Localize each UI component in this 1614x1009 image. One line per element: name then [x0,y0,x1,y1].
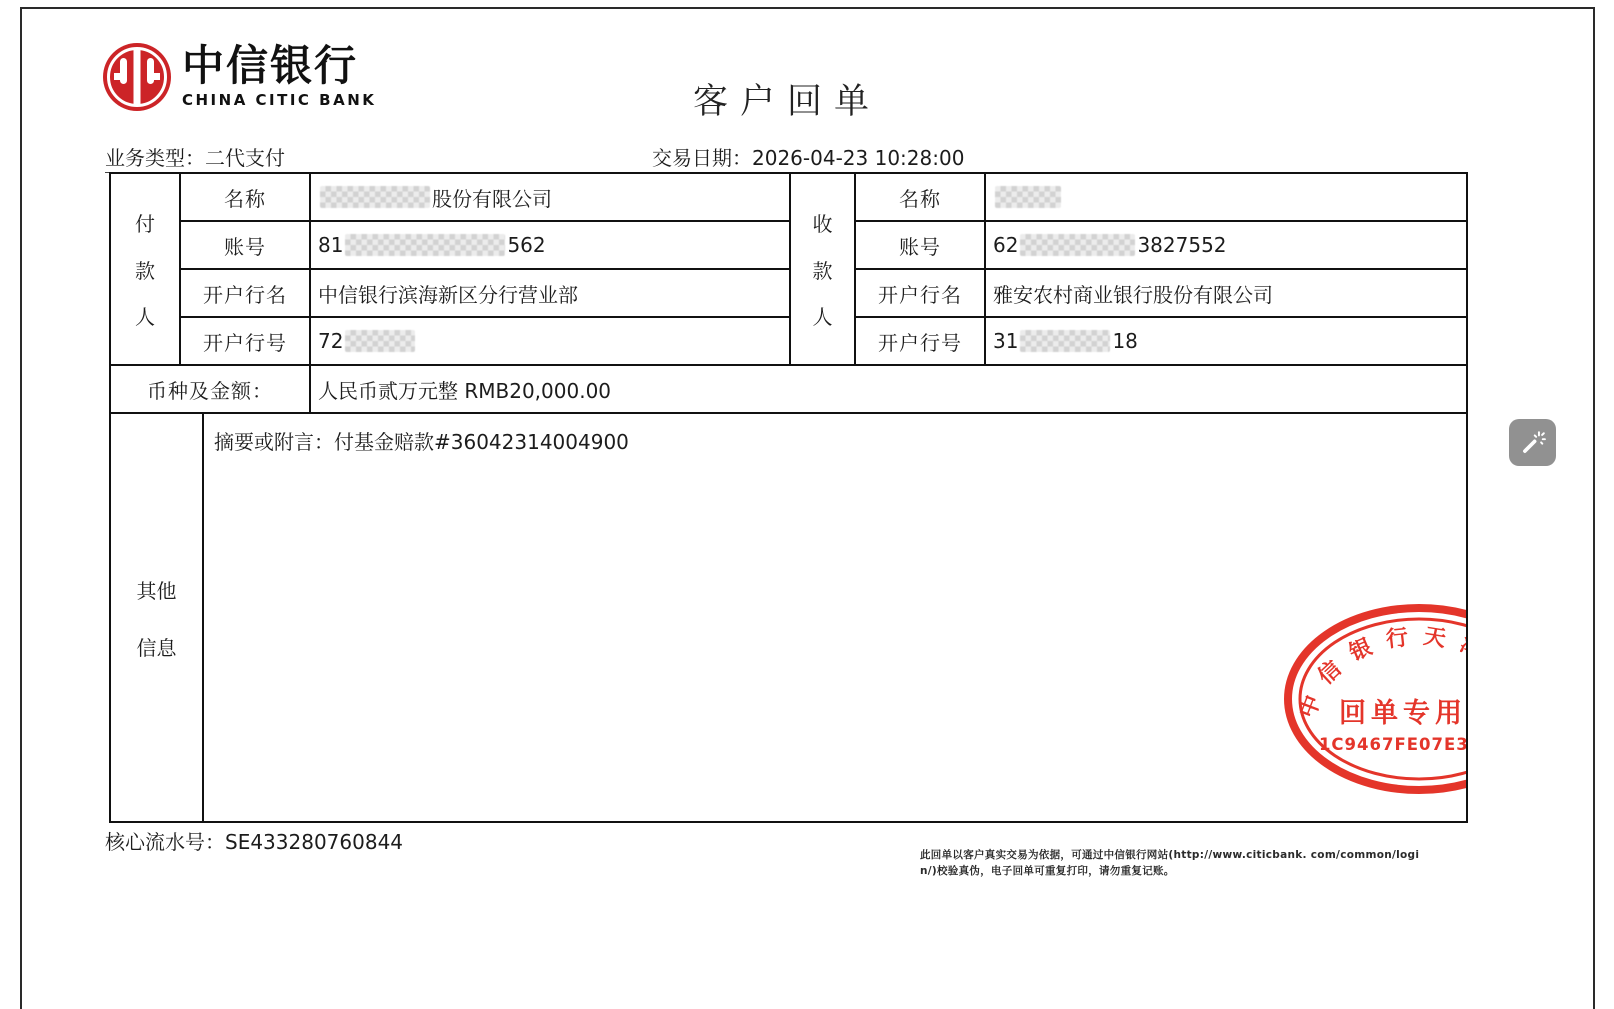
trade-date: 交易日期：2026-04-23 10:28:00 [652,146,965,170]
payee-name-value [986,174,1466,222]
payer-bank-no-value: 72 [311,318,791,366]
redaction-mosaic [1020,330,1110,352]
bank-stamp [1279,600,1544,798]
redaction-mosaic [320,186,430,208]
stamp-center-text: 回单专用章 [1339,698,1499,729]
business-type: 业务类型：二代支付 [105,146,285,173]
payer-bank-no-label: 开户行号 [181,318,311,366]
payer-name-label: 名称 [181,174,311,222]
other-info-group-label: 其他 信息 [111,414,204,821]
redaction-mosaic [345,330,415,352]
stamp-code: 1C9467FE07E354EC [1318,735,1520,754]
payer-bank-name-label: 开户行名 [181,270,311,318]
payee-name-label: 名称 [856,174,986,222]
payer-account-label: 账号 [181,222,311,270]
disclaimer-text: 此回单以客户真实交易为依据，可通过中信银行网站(http://www.citicbank. com/common/logi n/)校验真伪，电子回单可重复打印，请勿重复记账。 [920,849,1420,878]
payee-bank-name-value: 雅安农村商业银行股份有限公司 [986,270,1466,318]
other-info-content [204,414,1544,821]
magic-wand-button[interactable] [1509,419,1556,466]
magic-wand-icon [1520,430,1546,456]
payee-bank-no-label: 开户行号 [856,318,986,366]
receipt-document [20,7,1595,1009]
bank-name-cn: 中信银行 [182,41,359,90]
core-serial: 核心流水号：SE433280760844 [105,830,404,854]
amount-label: 币种及金额： [111,366,311,414]
payee-account-value: 62 3827552 [986,222,1466,270]
redaction-mosaic [1020,234,1135,256]
bank-name-en: CHINA CITIC BANK [182,91,377,109]
stamp-arc-text: 中信银行天津分行 [1295,623,1544,729]
redaction-mosaic [345,234,505,256]
payee-group-label: 收 款 人 [791,174,856,366]
meta-row [105,142,1505,171]
payee-account-label: 账号 [856,222,986,270]
receipt-table [109,172,1544,823]
payer-account-value: 81 562 [311,222,791,270]
amount-value: 人民币贰万元整 RMB20,000.00 [311,366,1466,414]
bank-name-block [182,41,377,109]
citic-logo-icon [102,42,172,112]
payee-bank-no-value: 31 18 [986,318,1466,366]
bank-logo [102,42,376,112]
redaction-mosaic [995,186,1061,208]
payee-bank-name-label: 开户行名 [856,270,986,318]
payer-name-value: 股份有限公司 [311,174,791,222]
payer-bank-name-value: 中信银行滨海新区分行营业部 [311,270,791,318]
payer-group-label: 付 款 人 [111,174,181,366]
summary-line: 摘要或附言：付基金赔款#36042314004900 [214,430,629,454]
page-title: 客户回单 [692,82,881,122]
